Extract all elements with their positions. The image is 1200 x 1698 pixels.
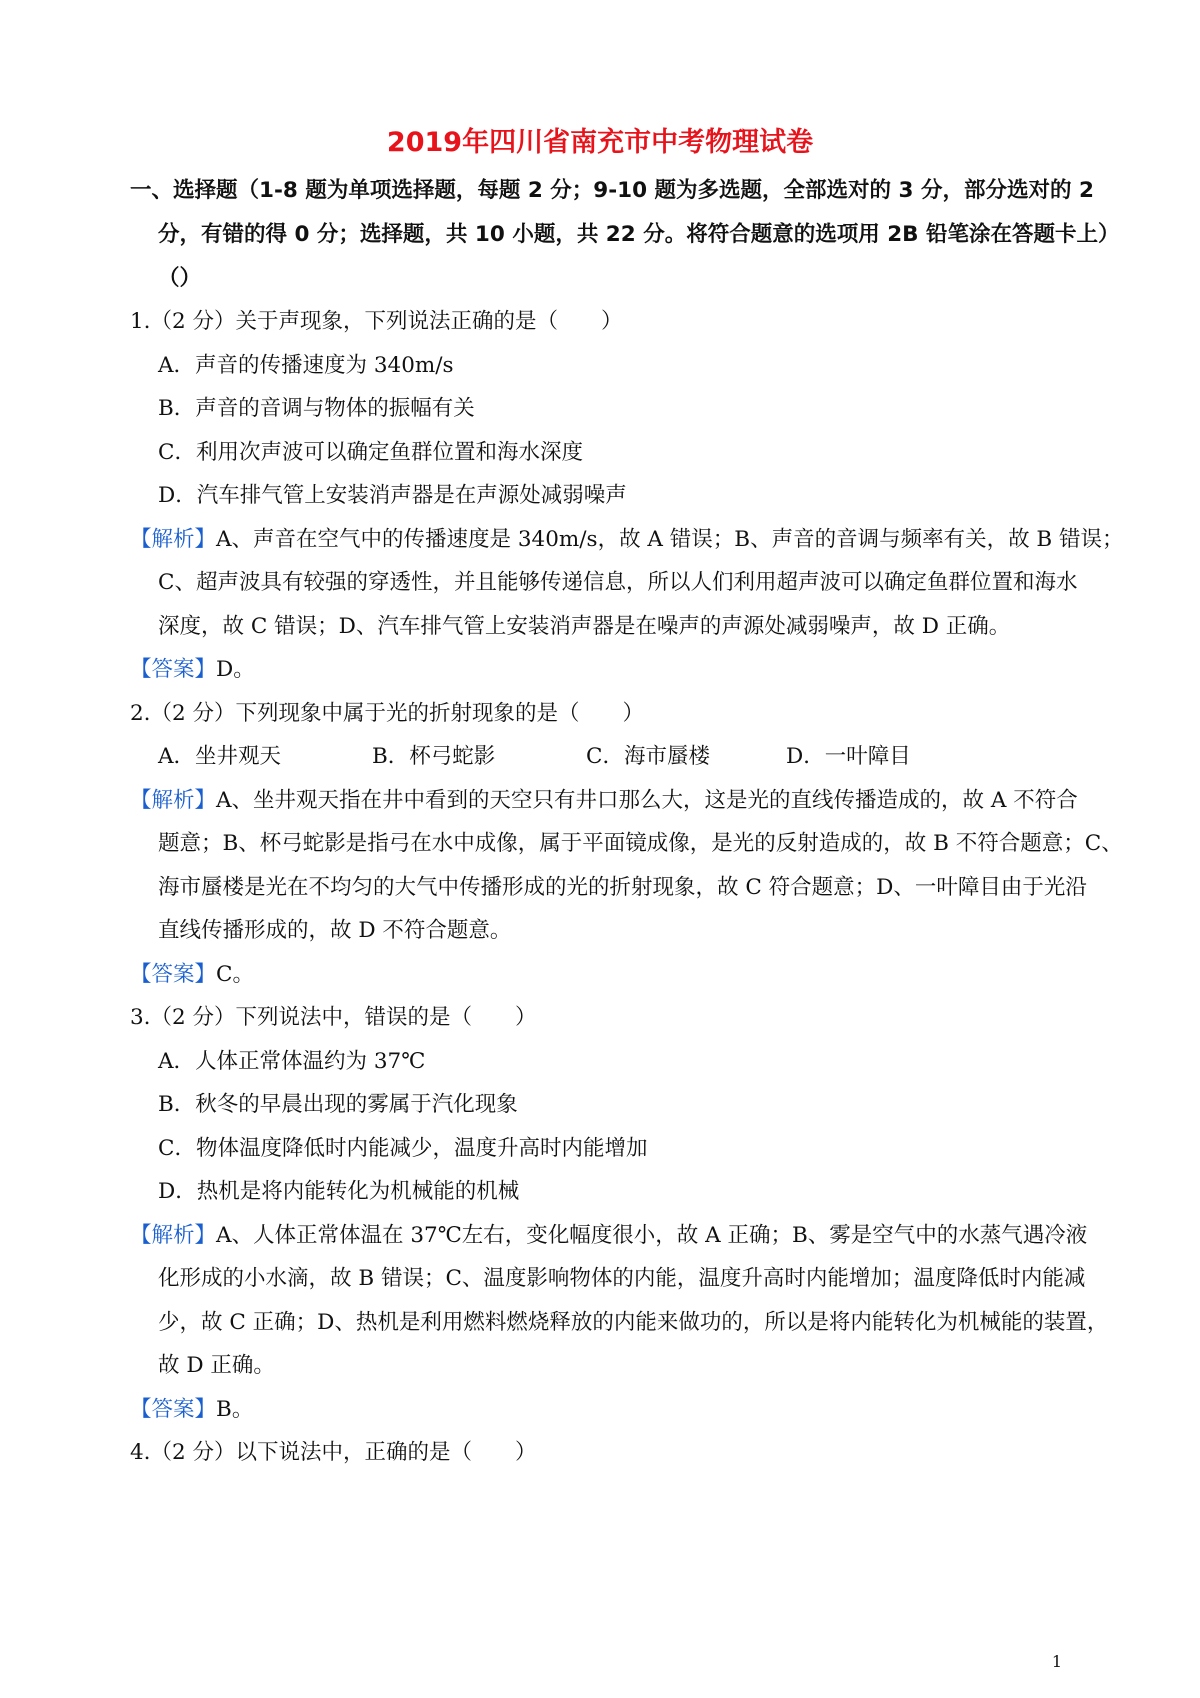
question-1-analysis-line-2: C、超声波具有较强的穿透性，并且能够传递信息，所以人们利用超声波可以确定鱼群位置和海水 xyxy=(158,570,1078,595)
question-2-analysis-line-4: 直线传播形成的，故 D 不符合题意。 xyxy=(158,918,512,943)
question-1-option-d: D．汽车排气管上安装消声器是在声源处减弱噪声 xyxy=(158,483,627,508)
section-header-line-1: 一、选择题（1-8 题为单项选择题，每题 2 分；9-10 题为多选题，全部选对的 3 分，部分选对的 2 xyxy=(130,178,1094,203)
question-3-option-b: B．秋冬的早晨出现的雾属于汽化现象 xyxy=(158,1092,518,1117)
page-title: 2019年四川省南充市中考物理试卷 xyxy=(386,127,814,158)
question-1-option-b: B．声音的音调与物体的振幅有关 xyxy=(158,396,475,421)
question-2-answer: 【答案】C。 xyxy=(130,962,254,987)
question-1-answer: 【答案】D。 xyxy=(130,657,255,682)
question-3-option-a: A．人体正常体温约为 37℃ xyxy=(158,1049,426,1074)
question-2-analysis-line-3: 海市蜃楼是光在不均匀的大气中传播形成的光的折射现象，故 C 符合题意；D、一叶障目由于光沿 xyxy=(158,875,1087,900)
question-1-stem: 1.（2 分）关于声现象，下列说法正确的是（ ） xyxy=(130,309,623,334)
question-3-analysis-line-4: 故 D 正确。 xyxy=(158,1353,275,1378)
answer-label: 【答案】 xyxy=(130,1397,217,1422)
question-3-analysis-line-3: 少，故 C 正确；D、热机是利用燃料燃烧释放的内能来做功的，所以是将内能转化为机械能的装置， xyxy=(158,1310,1109,1335)
answer-label: 【答案】 xyxy=(130,657,217,682)
question-2-option-c: C．海市蜃楼 xyxy=(586,744,710,769)
page-number: 1 xyxy=(1051,1652,1062,1671)
question-2-option-d: D．一叶障目 xyxy=(786,744,911,769)
question-3-analysis-line-1: 【解析】A、人体正常体温在 37℃左右，变化幅度很小，故 A 正确；B、雾是空气中的水蒸气遇冷液 xyxy=(130,1223,1088,1248)
section-header-line-2: 分，有错的得 0 分；选择题，共 10 小题，共 22 分。将符合题意的选项用 2B 铅笔涂在答题卡上） xyxy=(158,222,1120,247)
question-1-analysis-line-3: 深度，故 C 错误；D、汽车排气管上安装消声器是在噪声的声源处减弱噪声，故 D 正确。 xyxy=(158,614,1011,639)
question-4-stem: 4.（2 分）以下说法中，正确的是（ ） xyxy=(130,1440,537,1465)
answer-label: 【答案】 xyxy=(130,962,217,987)
question-1-option-a: A．声音的传播速度为 340m/s xyxy=(158,353,454,378)
section-header-line-3: （） xyxy=(158,266,202,291)
question-2-option-b: B．杯弓蛇影 xyxy=(372,744,496,769)
question-3-stem: 3.（2 分）下列说法中，错误的是（ ） xyxy=(130,1005,537,1030)
question-3-answer: 【答案】B。 xyxy=(130,1397,254,1422)
question-3-option-d: D．热机是将内能转化为机械能的机械 xyxy=(158,1179,520,1204)
question-3-option-c: C．物体温度降低时内能减少，温度升高时内能增加 xyxy=(158,1136,648,1161)
analysis-label: 【解析】 xyxy=(130,788,217,813)
question-2-analysis-line-1: 【解析】A、坐井观天指在井中看到的天空只有井口那么大，这是光的直线传播造成的，故 A 不符合 xyxy=(130,788,1078,813)
question-1-analysis-line-1: 【解析】A、声音在空气中的传播速度是 340m/s，故 A 错误；B、声音的音调与频率有关，故 B 错误； xyxy=(130,527,1124,552)
question-2-option-a: A．坐井观天 xyxy=(158,744,282,769)
analysis-label: 【解析】 xyxy=(130,527,217,552)
question-2-analysis-line-2: 题意；B、杯弓蛇影是指弓在水中成像，属于平面镜成像，是光的反射造成的，故 B 不符合题意；C、 xyxy=(158,831,1123,856)
analysis-label: 【解析】 xyxy=(130,1223,217,1248)
question-3-analysis-line-2: 化形成的小水滴，故 B 错误；C、温度影响物体的内能，温度升高时内能增加；温度降低时内能减 xyxy=(158,1266,1086,1291)
question-1-option-c: C．利用次声波可以确定鱼群位置和海水深度 xyxy=(158,440,583,465)
question-2-stem: 2.（2 分）下列现象中属于光的折射现象的是（ ） xyxy=(130,701,645,726)
